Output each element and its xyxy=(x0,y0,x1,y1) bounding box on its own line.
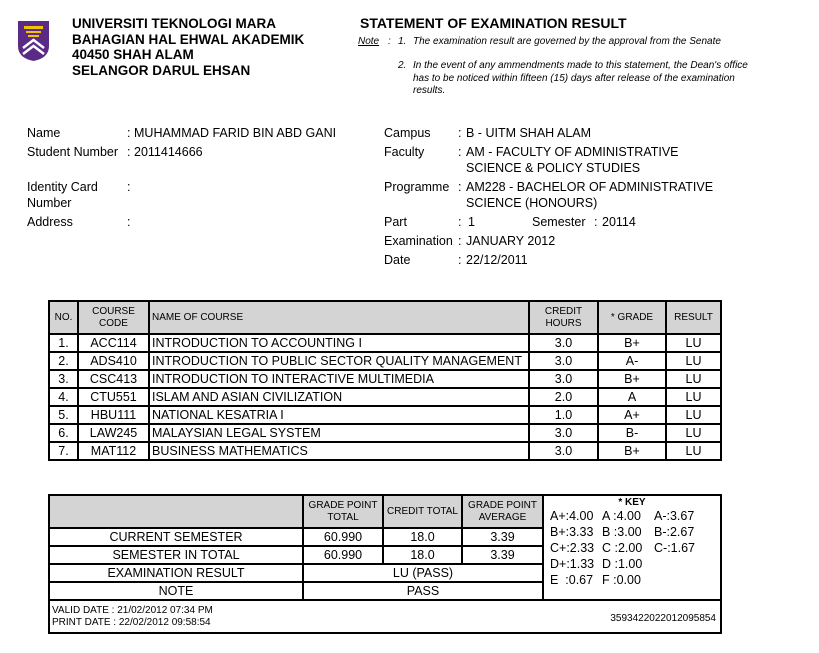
cell-credit-hours: 2.0 xyxy=(529,388,598,406)
part-value: 1 xyxy=(468,215,475,229)
cell-course-code: HBU111 xyxy=(78,406,149,424)
part-label: Part xyxy=(384,215,407,229)
state: SELANGOR DARUL EHSAN xyxy=(72,62,251,78)
cell-no: 7. xyxy=(49,442,78,460)
course-row xyxy=(49,424,721,442)
key-row xyxy=(550,572,714,588)
cell-course-name: ISLAM AND ASIAN CIVILIZATION xyxy=(149,388,529,406)
header-result: RESULT xyxy=(666,301,721,334)
header-credit-hours: CREDIT HOURS xyxy=(529,301,598,334)
semester-value: 20114 xyxy=(602,215,636,229)
cell-grade: B+ xyxy=(598,442,666,460)
note-label: Note xyxy=(358,36,380,47)
date-label: Date xyxy=(384,253,411,267)
cell-grade: B+ xyxy=(598,370,666,388)
semester-label: Semester xyxy=(532,215,586,229)
cell-result: LU xyxy=(666,370,721,388)
campus-label: Campus xyxy=(384,126,431,140)
cell-course-name: INTRODUCTION TO PUBLIC SECTOR QUALITY MANAGEMENT xyxy=(149,352,529,370)
key-row xyxy=(550,540,714,556)
cell-credit-hours: 3.0 xyxy=(529,442,598,460)
key-entry: A :4.00 xyxy=(602,509,641,523)
cell-result: LU xyxy=(666,334,721,352)
cell-course-code: LAW245 xyxy=(78,424,149,442)
page-title: STATEMENT OF EXAMINATION RESULT xyxy=(360,15,627,31)
key-entry: C-:1.67 xyxy=(654,541,695,555)
total-gpa: 3.39 xyxy=(462,546,543,564)
course-row xyxy=(49,334,721,352)
header-gpa: GRADE POINT AVERAGE xyxy=(462,495,543,528)
cell-credit-hours: 1.0 xyxy=(529,406,598,424)
cell-credit-hours: 3.0 xyxy=(529,334,598,352)
programme-value: AM228 - BACHELOR OF ADMINISTRATIVE SCIENCE (HONOURS) xyxy=(466,180,714,210)
key-entry: F :0.00 xyxy=(602,573,641,587)
current-gpt: 60.990 xyxy=(303,528,383,546)
key-entry: D+:1.33 xyxy=(550,557,595,571)
date-value: 22/12/2011 xyxy=(466,253,528,267)
note-label: NOTE xyxy=(49,582,303,600)
cell-no: 4. xyxy=(49,388,78,406)
total-gpt: 60.990 xyxy=(303,546,383,564)
cell-course-name: MALAYSIAN LEGAL SYSTEM xyxy=(149,424,529,442)
cell-grade: A+ xyxy=(598,406,666,424)
cell-grade: B- xyxy=(598,424,666,442)
faculty-label: Faculty xyxy=(384,145,425,159)
key-row xyxy=(550,508,714,524)
header-grade: * GRADE xyxy=(598,301,666,334)
exam-result-value: LU (PASS) xyxy=(303,564,543,582)
note-2: In the event of any ammendments made to this statement, the Dean's office has to be noticed within fifteen (15) days after release of the examination results. xyxy=(413,60,748,96)
name-label: Name xyxy=(27,126,61,140)
cell-no: 6. xyxy=(49,424,78,442)
cell-course-code: MAT112 xyxy=(78,442,149,460)
key-entry: A-:3.67 xyxy=(654,509,695,523)
cell-no: 3. xyxy=(49,370,78,388)
cell-credit-hours: 3.0 xyxy=(529,370,598,388)
cell-course-code: CSC413 xyxy=(78,370,149,388)
cell-grade: B+ xyxy=(598,334,666,352)
course-row xyxy=(49,370,721,388)
course-row xyxy=(49,352,721,370)
course-row xyxy=(49,406,721,424)
cell-course-name: INTRODUCTION TO INTERACTIVE MULTIMEDIA xyxy=(149,370,529,388)
valid-date: VALID DATE : 21/02/2012 07:34 PM xyxy=(52,604,213,616)
current-credit: 18.0 xyxy=(383,528,462,546)
header-course-code: COURSE CODE xyxy=(78,301,149,334)
address-label: Address xyxy=(27,215,73,229)
key-entry: B :3.00 xyxy=(602,525,642,539)
summary-table xyxy=(48,494,722,634)
cell-grade: A- xyxy=(598,352,666,370)
cell-no: 5. xyxy=(49,406,78,424)
university-name: UNIVERSITI TEKNOLOGI MARA xyxy=(72,16,277,31)
key-entry: B+:3.33 xyxy=(550,525,594,539)
cell-result: LU xyxy=(666,352,721,370)
exam-result-label: EXAMINATION RESULT xyxy=(49,564,303,582)
cell-course-code: CTU551 xyxy=(78,388,149,406)
key-row xyxy=(550,556,714,572)
note-value: PASS xyxy=(303,582,543,600)
key-row xyxy=(550,524,714,540)
cell-no: 2. xyxy=(49,352,78,370)
cell-result: LU xyxy=(666,442,721,460)
print-date: PRINT DATE : 22/02/2012 09:58:54 xyxy=(52,616,211,628)
student-number-label: Student Number xyxy=(27,145,119,159)
programme-label: Programme xyxy=(384,180,450,194)
university-header xyxy=(72,16,304,78)
department-name: BAHAGIAN HAL EHWAL AKADEMIK xyxy=(72,31,305,47)
cell-credit-hours: 3.0 xyxy=(529,352,598,370)
cell-result: LU xyxy=(666,388,721,406)
student-number-value: 2011414666 xyxy=(134,145,203,159)
course-table xyxy=(48,300,722,461)
summary-header-blank xyxy=(49,495,303,528)
course-row xyxy=(49,388,721,406)
key-entry: B-:2.67 xyxy=(654,525,695,539)
cell-no: 1. xyxy=(49,334,78,352)
course-row xyxy=(49,442,721,460)
current-semester-label: CURRENT SEMESTER xyxy=(49,528,303,546)
key-entry: C+:2.33 xyxy=(550,541,595,555)
cell-grade: A xyxy=(598,388,666,406)
cell-course-code: ACC114 xyxy=(78,334,149,352)
key-entry: C :2.00 xyxy=(602,541,643,555)
grade-key xyxy=(543,495,721,600)
key-entry: E :0.67 xyxy=(550,573,594,587)
key-entry: D :1.00 xyxy=(602,557,643,571)
note-1: The examination result are governed by the approval from the Senate xyxy=(413,36,721,47)
header-no: NO. xyxy=(49,301,78,334)
header-credit-total: CREDIT TOTAL xyxy=(383,495,462,528)
key-entry: A+:4.00 xyxy=(550,509,594,523)
cell-credit-hours: 3.0 xyxy=(529,424,598,442)
cell-course-name: NATIONAL KESATRIA I xyxy=(149,406,529,424)
ic-label: Identity Card Number xyxy=(27,180,98,210)
cell-course-name: BUSINESS MATHEMATICS xyxy=(149,442,529,460)
examination-label: Examination xyxy=(384,234,453,248)
footer xyxy=(49,600,721,633)
total-semester-label: SEMESTER IN TOTAL xyxy=(49,546,303,564)
uitm-crest-logo xyxy=(17,20,50,62)
cell-result: LU xyxy=(666,424,721,442)
header-grade-point-total: GRADE POINT TOTAL xyxy=(303,495,383,528)
postcode-city: 40450 SHAH ALAM xyxy=(72,47,194,62)
header-course-name: NAME OF COURSE xyxy=(149,301,529,334)
faculty-value: AM - FACULTY OF ADMINISTRATIVE SCIENCE & POLICY STUDIES xyxy=(466,145,679,175)
key-title: * KEY xyxy=(618,497,646,508)
notes: Note : 1. The examination result are governed by the approval from the Senate 2. In the event of any ammendments made to this statement, the Dean's office has to be noticed within fifteen (15) days after release of the examination results. xyxy=(358,36,753,98)
current-gpa: 3.39 xyxy=(462,528,543,546)
total-credit: 18.0 xyxy=(383,546,462,564)
cell-result: LU xyxy=(666,406,721,424)
serial-number: 3593422022012095854 xyxy=(610,613,716,624)
campus-value: B - UITM SHAH ALAM xyxy=(466,126,592,140)
cell-course-code: ADS410 xyxy=(78,352,149,370)
examination-value: JANUARY 2012 xyxy=(466,234,556,248)
name-value: MUHAMMAD FARID BIN ABD GANI xyxy=(134,126,337,140)
cell-course-name: INTRODUCTION TO ACCOUNTING I xyxy=(149,334,529,352)
